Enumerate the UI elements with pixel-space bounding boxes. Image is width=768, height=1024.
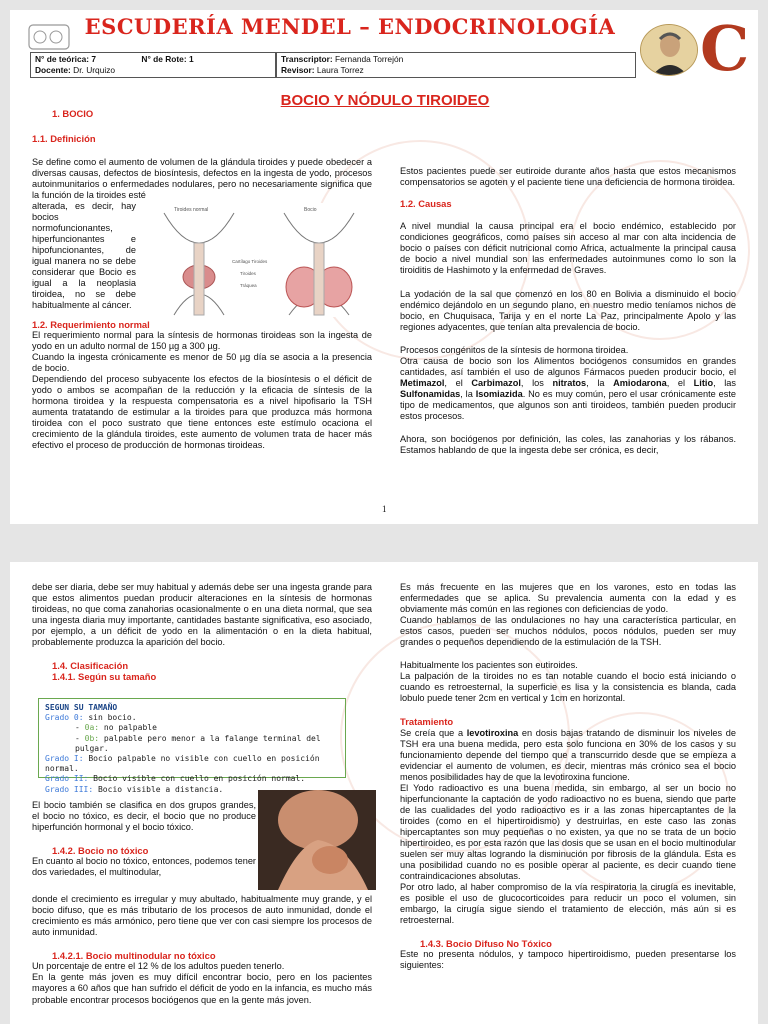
page2-left-bottom: [32, 894, 372, 1006]
paragraph: Por otro lado, al haber compromiso de la vía respiratoria la cirugía es inevitable, es posible el uso de glucocorticoides para reducir un poco el volumen, sin embargo, la cirugía sigue siendo el tratamiento de elección, más aún si es retroesternal.: [400, 882, 736, 926]
paragraph: Procesos congénitos de la síntesis de hormona tiroidea.: [400, 344, 629, 355]
grade-label: 0a:: [84, 723, 100, 733]
paragraph: Es más frecuente en las mujeres que en los varones, esto en todas las enfermedades que se aplica. Su prevalencia aumenta con la edad y es obviamente más común en las regiones con deficiencias de yodo.: [400, 582, 736, 615]
figure-label: Cartílago Tiroides: [232, 258, 268, 264]
teorica-value: 7: [91, 54, 97, 64]
text-span: en dosis bajas tratando de disminuir los niveles de TSH era una buena medida, pero esta solo funciona en 30% de los casos y su funcionamiento depende del tiempo que a transcurrido desde que se empieza a evidenciar el aumento de volumen, es decir, mientras más crónico sea el bocio menos posibilidades hay de que la levotiroxina funcione.: [400, 727, 737, 782]
grade-text: Bocio visible con cuello en posición normal.: [88, 774, 306, 784]
page-number: 1: [382, 504, 387, 514]
size-classification-box: [38, 698, 346, 794]
grade-text: no palpable: [99, 723, 157, 733]
section-bocio: 1. BOCIO: [52, 108, 94, 119]
rote-label: N° de Rote:: [141, 54, 187, 64]
transcriptor-value: Fernanda Torrejón: [334, 54, 404, 64]
portrait-icon: [641, 25, 698, 76]
text-span: Se creía que a: [400, 727, 467, 738]
paragraph: Habitualmente los pacientes son eutiroides.: [400, 660, 578, 671]
page2-left-wrap: [32, 800, 256, 878]
text-span: No es muy común, pero el usar crónicamente este tipo de medicamentos, que algunos son anti tiroideos, también pueden producir estos procesos.: [400, 388, 737, 421]
figure-label: Tiroides: [240, 270, 256, 276]
paragraph: La yodación de la sal que comenzó en los 80 en Bolivia a disminuido el bocio endémico dejándolo en un segundo plano, en nuestro medio teníamos nichos de bocio, en Chuquisaca, Tarija y en el norte La Paz, principalmente Apolo y las regiones adyacentes, que tenían alta prevalencia de bocio.: [400, 288, 736, 332]
paragraph: Ahora, son bociógenos por definición, las coles, las zanahorias y los rábanos. Estamos hablando de que la ingesta debe ser crónica, es decir,: [400, 433, 736, 455]
paragraph: A nivel mundial la causa principal era el bocio endémico, establecido por condiciones geográficos, como países sin acceso al mar con alta incidencia de bocio o países con déficit nutricional como Africa, actualmente la principal causa de bocio a nivel mundial son las enfermedades autoinmunes como lo son la tiroiditis de Hashimoto y la enfermedad de Graves.: [400, 221, 736, 276]
teorica-label: N° de teórica:: [35, 54, 90, 64]
drug-name: Carbimazol: [471, 377, 521, 388]
paragraph: En cuanto al bocio no tóxico, entonces, podemos tener dos variedades, el multinodular,: [32, 856, 256, 878]
page-1: [10, 10, 758, 524]
classification-row: - 0a: no palpable: [75, 723, 157, 733]
figure-label: Tiroides normal: [174, 206, 209, 213]
paragraph: Cuando hablamos de las ondulaciones no hay una característica particular, en estos casos, pueden ser muchos nódulos, pocos nódulos, pueden ser muy grandes o pequeños dependiendo de la estimulación de la TSH.: [400, 615, 736, 648]
page-2: [10, 562, 758, 1024]
grade-text: Bocio palpable no visible con cuello en posición normal.: [45, 754, 320, 774]
section-segun-tamano: 1.4.1. Según su tamaño: [52, 671, 157, 683]
text-span: Otra causa de bocio son los Alimentos bociógenos consumidos en grandes cantidades, así también el uso de algunos Fármacos pueden producir bocio, el: [400, 355, 736, 377]
page2-right-column: [400, 582, 736, 972]
drug-name: Sulfonamidas: [400, 388, 461, 399]
page2-left-column: [32, 582, 372, 683]
grade-text: palpable pero menor a la falange terminal del pulgar.: [75, 733, 321, 753]
revisor-label: Revisor:: [281, 65, 315, 75]
docente-label: Docente:: [35, 65, 71, 75]
docente-value: Dr. Urquizo: [73, 65, 116, 75]
grade-label: Grado 0:: [45, 713, 84, 723]
paragraph: alterada, es decir, hay bocios normofuncionantes, hiperfuncionantes e hipofuncionantes, de igual manera no se debe considerar que Bocio es igual a la neoplasia tiroidea, no se debe habitualmente al cáncer.: [32, 200, 136, 310]
classification-row: [45, 774, 339, 784]
paragraph: [400, 728, 736, 783]
drug-name: Isomiazida: [475, 388, 523, 399]
faculty-logo-icon: [28, 24, 70, 50]
paragraph: Este no presenta nódulos, y tampoco hipertiroidismo, pueden presentarse los siguientes:: [400, 949, 736, 971]
page1-left-column: [32, 108, 372, 451]
header-right-box: [276, 52, 636, 78]
paragraph: Otra causa de bocio son los Alimentos bociógenos consumidos en grandes cantidades, así también el uso de algunos Fármacos pueden producir bocio, el Metimazol, el Carbimazol, los nitratos, la Amiodarona, el Litio, las Sulfonamidas, la Isomiazida. No es muy común, pero el usar crónicamente este tipo de medicamentos, que algunos son anti tiroideos, también pueden producir estos procesos.: [400, 355, 737, 421]
drug-name: Amiodarona: [613, 377, 667, 388]
grade-text: sin bocio.: [83, 713, 137, 723]
brand-logo: C: [700, 12, 750, 85]
classification-row: [45, 713, 339, 723]
paragraph: Cuando la ingesta crónicamente es menor de 50 µg día se asocia a la presencia de bocio.: [32, 352, 372, 374]
grade-label: Grado II:: [45, 774, 89, 784]
document-title: BOCIO Y NÓDULO TIROIDEO: [280, 92, 490, 109]
goiter-neck-photo: [258, 790, 376, 890]
classification-title: SEGUN SU TAMAÑO: [45, 703, 118, 712]
drug-name: Metimazol: [400, 377, 445, 388]
mendel-portrait: [640, 24, 698, 76]
paragraph: Dependiendo del proceso subyacente los efectos de la biosíntesis o el déficit de yodo o ambos se acompañan de la reducción y la eficacia de síntesis de la hormona tiroidea y la respuesta compensatoria es a nivel hipofisario la TSH aumenta tratatando de estimular a la tiroides para que produzca más hormona tiroidea con el poco sustrato que tiene entonces este estímulo ocaciona el crecimiento de la glándula tiroides, este aumento de volumen trata de hacer más efectivo el proceso de producción de hormonas tiroideas.: [32, 374, 372, 451]
thyroid-goiter-figure: [144, 203, 372, 317]
transcriptor-label: Transcriptor:: [281, 54, 333, 64]
header-left-box: [30, 52, 276, 78]
section-tratamiento: Tratamiento: [400, 716, 454, 728]
classification-row: - 0b: palpable pero menor a la falange terminal del pulgar.: [75, 733, 321, 753]
section-causas: 1.2. Causas: [400, 198, 452, 210]
section-bocio-no-toxico: 1.4.2. Bocio no tóxico: [52, 845, 149, 857]
paragraph: debe ser diaria, debe ser muy habitual y además debe ser una ingesta grande para que estos alimentos puedan producir alteraciones en la síntesis de hormonas tiroideas, no que coma zanahorias ocasionalmente o en una dieta normal, que sea una ingesta diaria muy importante, cantidades bastante significativa, eso asociado, por ejemplo, a un déficit de yodo en la alimentación o en la dieta habitual, probablemente produzca la aparición del bocio.: [32, 582, 372, 648]
drug-name: nitratos: [552, 377, 587, 388]
figure-label: Bocio: [304, 206, 317, 213]
page1-right-column: [400, 166, 736, 456]
revisor-value: Laura Torrez: [316, 65, 364, 75]
section-definicion: 1.1. Definición: [32, 133, 96, 145]
rote-value: 1: [188, 54, 194, 64]
section-requerimiento: 1.2. Requerimiento normal: [32, 318, 150, 330]
paragraph: El Yodo radioactivo es una buena medida, sin embargo, al ser un bocio no hiperfuncionante la captación de yodo radioactivo no es buena, siendo que parte de las cualidades del yodo radioactivo es ir a las zonas hipercaptantes de la tiroides (como en el hipertiroidismo) y destruirlas, en este caso las zonas hipercaptantes son muy pequeñas o no existen, ya que no se trata de un bocio hipertiroideo, es por esta razón que las dosis que se usan en el bocio multinodular suelen ser muy altas logrando la disminución por fibrosis de la glándula. Esta es una posibilidad cuando no es posible operar al paciente, es decir cuando tiene contraindicaciones absolutas.: [400, 782, 736, 881]
classification-row: [45, 754, 339, 774]
paragraph: Un porcentaje de entre el 12 % de los adultos pueden tenerlo.: [32, 961, 285, 972]
paragraph: El requerimiento normal para la síntesis de hormonas tiroideas son la ingesta de yodo en un adulto normal de 150 µg a 300 µg.: [32, 329, 372, 351]
paragraph: En la gente más joven es muy difícil encontrar bocio, pero en los pacientes mayores a 60 años que han sufrido el déficit de yodo en la infancia, es mucho más probable encontrar procesos bociógenos que en la gente más joven.: [32, 972, 372, 1005]
section-clasificacion: 1.4. Clasificación: [52, 660, 129, 672]
grade-label: 0b:: [84, 733, 100, 743]
drug-name: levotiroxina: [466, 727, 519, 738]
paragraph: donde el crecimiento es irregular y muy abultado, habitualmente muy grande, y el bocio difuso, que es más tributario de los procesos de auto inmunidad, donde el crecimiento es más armónico, pero tiene que ver con casi siempre los procesos de auto inmunidad.: [32, 894, 372, 938]
section-bocio-difuso: 1.4.3. Bocio Difuso No Tóxico: [420, 938, 552, 950]
paragraph: Estos pacientes puede ser eutiroide durante años hasta que estos mecanismos compensatorios se agoten y el paciente tiene una deficiencia de hormona tiroidea.: [400, 166, 736, 188]
figure-label: Tráquea: [240, 282, 257, 288]
paragraph: El bocio también se clasifica en dos grupos grandes, el bocio no tóxico, es decir, el bocio que no produce hiperfunción hormonal y el bocio tóxico.: [32, 800, 256, 833]
paragraph: La palpación de la tiroides no es tan notable cuando el bocio está iniciando o cuando es retroesternal, la superficie es lisa y la consistencia es blanda, cada lobulo puede tener 2cm en vertical y 1cm en horizontal.: [400, 671, 736, 704]
grade-label: Grado III:: [45, 784, 94, 794]
paragraph: Se define como el aumento de volumen de la glándula tiroides y puede obedecer a diversas causas, defectos de biosíntesis, defectos en la ingesta de yodo, procesos autoinmunitarios o enfermedades nodulares, pero no necesariamente significa que la función de la tiroides esté: [32, 156, 372, 200]
drug-name: Litio: [693, 377, 714, 388]
section-multinodular: 1.4.2.1. Bocio multinodular no tóxico: [52, 950, 216, 962]
header-title: ESCUDERÍA MENDEL – ENDOCRINOLOGÍA: [84, 14, 616, 39]
grade-text: Bocio visible a distancia.: [93, 784, 224, 794]
grade-label: Grado I:: [45, 754, 84, 764]
